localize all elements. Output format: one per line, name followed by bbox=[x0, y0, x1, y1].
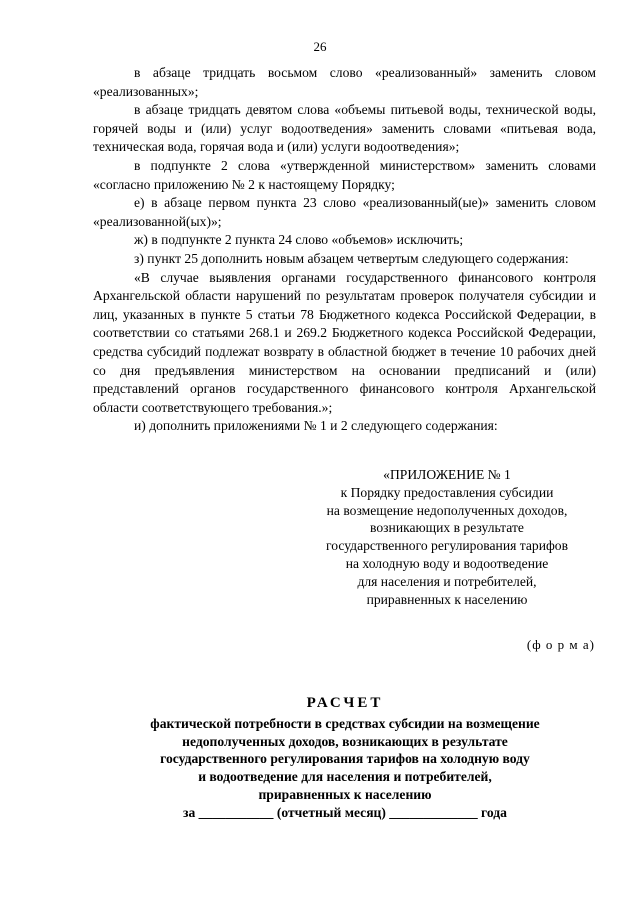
appendix-line: на возмещение недополученных доходов, bbox=[326, 502, 568, 518]
reporting-period-line: за ___________ (отчетный месяц) _____________ года bbox=[183, 804, 507, 820]
paragraph: в абзаце тридцать восьмом слово «реализованный» заменить словом «реализованных»; bbox=[93, 65, 596, 99]
paragraph: в абзаце тридцать девятом слова «объемы питьевой воды, технической воды, горячей воды и (или) услуг водоотведения» заменить словами «питьевая вода, техническая вода, горячая вода и (или) услуги водоотведения»; bbox=[93, 102, 596, 155]
subtitle-line: государственного регулирования тарифов на холодную воду bbox=[160, 751, 530, 767]
subtitle-line: фактической потребности в средствах субсидии на возмещение bbox=[150, 715, 540, 731]
paragraph: ж) в подпункте 2 пункта 24 слово «объемов» исключить; bbox=[134, 232, 464, 248]
appendix-line: к Порядку предоставления субсидии bbox=[340, 484, 554, 500]
paragraph: з) пункт 25 дополнить новым абзацем четвертым следующего содержания: bbox=[134, 250, 569, 266]
appendix-line: приравненных к населению bbox=[366, 591, 528, 607]
paragraph: «В случае выявления органами государственного финансового контроля Архангельской области нарушений по результатам проверок получателя субсидии и лиц, указанных в пункте 5 статьи 78 Бюджетного кодекса Российской Федерации, в соответствии со статьями 268.1 и 269.2 Бюджетного кодекса Российской Федерации, средства субсидий подлежат возврату в областной бюджет в течение 10 рабочих дней со дня предъявления министерством на основании предписаний и (или) представлений органов государственного финансового контроля Архангельской области соответствующего требования.»; bbox=[93, 269, 596, 415]
appendix-line: для населения и потребителей, bbox=[357, 573, 537, 589]
paragraph: е) в абзаце первом пункта 23 слово «реализованный(ые)» заменить словом «реализованной(ых)»; bbox=[93, 195, 596, 229]
appendix-line: «ПРИЛОЖЕНИЕ № 1 bbox=[383, 467, 511, 482]
subtitle-line: приравненных к населению bbox=[258, 786, 432, 802]
appendix-line: государственного регулирования тарифов bbox=[325, 538, 568, 554]
subtitle-line: недополученных доходов, возникающих в результате bbox=[182, 733, 508, 749]
appendix-header bbox=[302, 466, 592, 608]
document-title: РАСЧЕТ bbox=[306, 695, 384, 711]
amendments-text bbox=[93, 64, 596, 436]
paragraph: в подпункте 2 слова «утвержденной министерством» заменить словами «согласно приложению № 2 к настоящему Порядку; bbox=[93, 157, 596, 192]
appendix-line: возникающих в результате bbox=[370, 520, 524, 536]
calculation-title-block bbox=[140, 695, 550, 822]
subtitle-line: и водоотведение для населения и потребителей, bbox=[198, 769, 492, 785]
paragraph: и) дополнить приложениями № 1 и 2 следующего содержания: bbox=[134, 418, 498, 434]
form-label: (ф о р м а) bbox=[526, 637, 595, 652]
appendix-line: на холодную воду и водоотведение bbox=[345, 555, 549, 571]
page-number: 26 bbox=[313, 39, 327, 54]
